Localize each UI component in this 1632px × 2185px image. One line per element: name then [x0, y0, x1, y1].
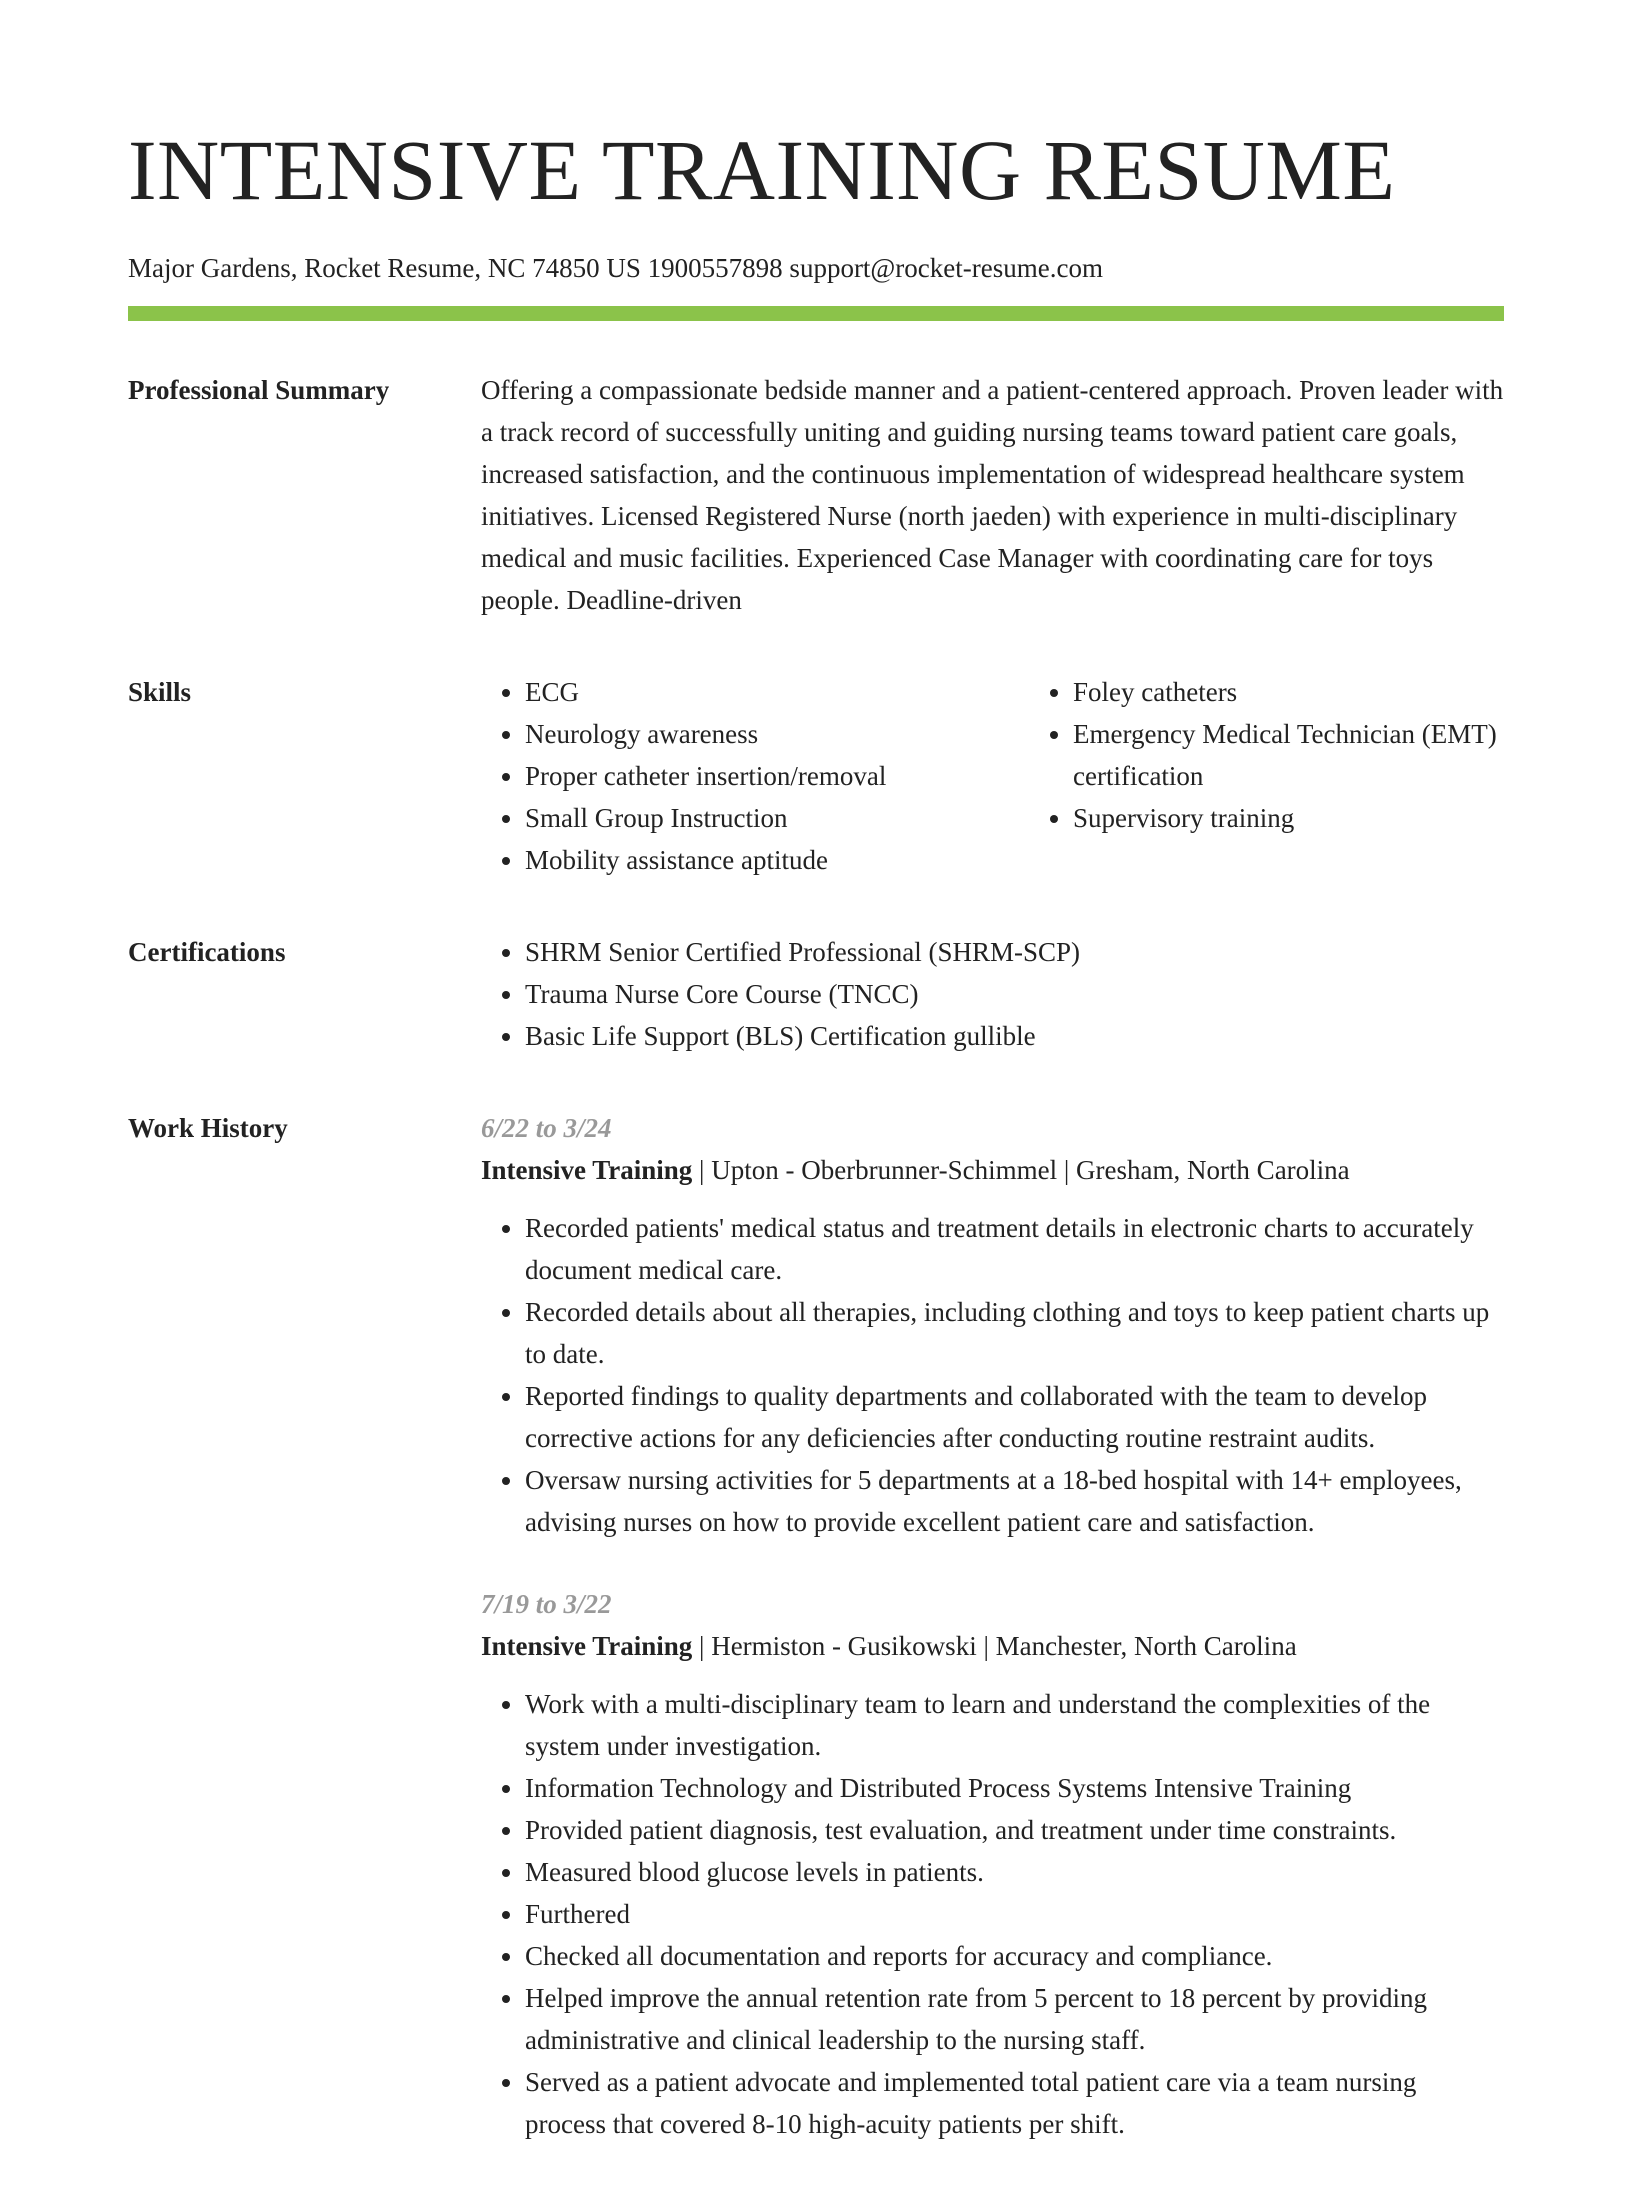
job-bullet: • Work with a multi-disciplinary team to learn and understand the complexities of the system under investigation. — [525, 1683, 1504, 1767]
skill-item: • Foley catheters — [1073, 671, 1533, 713]
job-title: Intensive Training — [481, 1631, 693, 1661]
job-bullet: • Furthered — [525, 1893, 1504, 1935]
skill-item: • Small Group Instruction — [525, 797, 985, 839]
job-bullet: • Recorded patients' medical status and treatment details in electronic charts to accurately document medical care. — [525, 1207, 1504, 1291]
summary-section — [128, 369, 1504, 621]
job-title: Intensive Training — [481, 1155, 693, 1185]
job-bullet: • Checked all documentation and reports for accuracy and compliance. — [525, 1935, 1504, 1977]
skill-item: • Proper catheter insertion/removal — [525, 755, 985, 797]
job-bullets — [481, 1207, 1504, 1543]
job-heading — [481, 1149, 1504, 1191]
resume-name: INTENSIVE TRAINING RESUME — [128, 122, 1396, 218]
skill-item: • ECG — [525, 671, 985, 713]
job-details: | Upton - Oberbrunner-Schimmel | Gresham, North Carolina — [692, 1155, 1350, 1185]
job-entry — [481, 1107, 1504, 1543]
job-bullet: • Helped improve the annual retention rate from 5 percent to 18 percent by providing administrative and clinical leadership to the nursing staff. — [525, 1977, 1504, 2061]
job-bullet: • Information Technology and Distributed Process Systems Intensive Training — [525, 1767, 1504, 1809]
skills-left-list — [481, 671, 985, 881]
certifications-label: Certifications — [128, 937, 286, 967]
skills-right-list — [1029, 671, 1533, 881]
skill-item: • Emergency Medical Technician (EMT) certification — [1073, 713, 1533, 797]
job-bullet: • Measured blood glucose levels in patients. — [525, 1851, 1504, 1893]
job-bullet: • Served as a patient advocate and implemented total patient care via a team nursing process that covered 8-10 high-acuity patients per shift. — [525, 2061, 1504, 2145]
job-bullet: • Oversaw nursing activities for 5 departments at a 18-bed hospital with 14+ employees, advising nurses on how to provide excellent patient care and satisfaction. — [525, 1459, 1504, 1543]
certification-item: • Trauma Nurse Core Course (TNCC) — [525, 973, 1504, 1015]
contact-line: Major Gardens, Rocket Resume, NC 74850 US 1900557898 support@rocket-resume.com — [128, 253, 1103, 283]
job-dates: 7/19 to 3/22 — [481, 1589, 612, 1619]
header-divider — [128, 306, 1504, 321]
work-history-label: Work History — [128, 1113, 288, 1143]
certification-item: • Basic Life Support (BLS) Certification gullible — [525, 1015, 1504, 1057]
skill-item: • Mobility assistance aptitude — [525, 839, 985, 881]
skill-item: • Supervisory training — [1073, 797, 1533, 839]
job-bullet: • Recorded details about all therapies, including clothing and toys to keep patient charts up to date. — [525, 1291, 1504, 1375]
job-dates: 6/22 to 3/24 — [481, 1113, 612, 1143]
skill-item: • Neurology awareness — [525, 713, 985, 755]
job-bullet: • Reported findings to quality departments and collaborated with the team to develop corrective actions for any deficiencies after conducting routine restraint audits. — [525, 1375, 1504, 1459]
certification-item: • SHRM Senior Certified Professional (SHRM-SCP) — [525, 931, 1504, 973]
job-entry — [481, 1583, 1504, 2145]
summary-label: Professional Summary — [128, 375, 390, 405]
job-bullets — [481, 1683, 1504, 2145]
skills-label: Skills — [128, 677, 192, 707]
summary-text: Offering a compassionate bedside manner and a patient-centered approach. Proven leader with a track record of successfully uniting and guiding nursing teams toward patient care goals, increased satisfaction, and the continuous implementation of widespread healthcare system initiatives. Licensed Registered Nurse (north jaeden) with experience in multi-disciplinary medical and music facilities. Experienced Case Manager with coordinating care for toys people. Deadline-driven — [481, 375, 1504, 615]
certifications-section — [128, 931, 1504, 1057]
job-bullet: • Provided patient diagnosis, test evaluation, and treatment under time constraints. — [525, 1809, 1504, 1851]
job-heading — [481, 1625, 1504, 1667]
work-history-section — [128, 1107, 1504, 2185]
skills-section — [128, 671, 1504, 881]
job-details: | Hermiston - Gusikowski | Manchester, North Carolina — [692, 1631, 1297, 1661]
certifications-list — [481, 931, 1504, 1057]
